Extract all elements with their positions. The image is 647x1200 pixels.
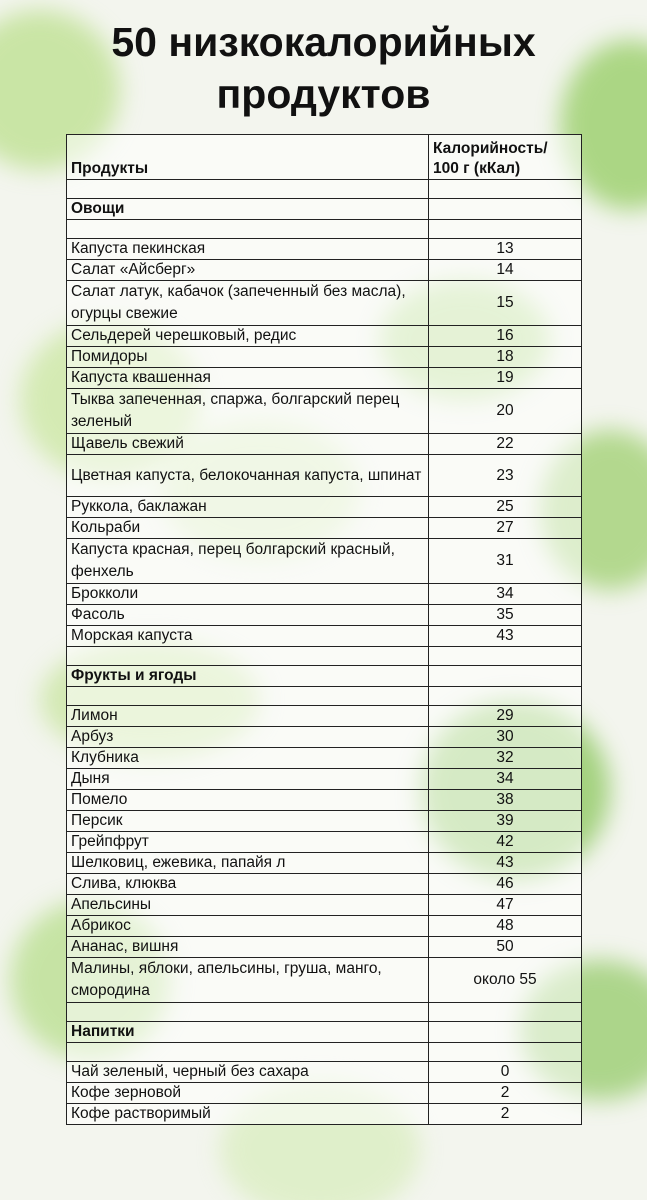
product-name: Помело bbox=[67, 790, 429, 811]
calorie-value: 42 bbox=[429, 832, 582, 853]
calorie-value: 20 bbox=[429, 389, 582, 434]
product-name: Кольраби bbox=[67, 518, 429, 539]
product-name: Шелковиц, ежевика, папайя л bbox=[67, 853, 429, 874]
section-header-row bbox=[67, 1022, 582, 1043]
calorie-value: 0 bbox=[429, 1062, 582, 1083]
calorie-value: 22 bbox=[429, 434, 582, 455]
calorie-value: 34 bbox=[429, 584, 582, 605]
calorie-value: 32 bbox=[429, 748, 582, 769]
blank-row bbox=[67, 180, 582, 199]
product-name: Щавель свежий bbox=[67, 434, 429, 455]
blank-cell bbox=[429, 647, 582, 666]
calorie-value: 27 bbox=[429, 518, 582, 539]
blank-cell bbox=[67, 647, 429, 666]
calorie-value: 25 bbox=[429, 497, 582, 518]
section-empty-cell bbox=[429, 666, 582, 687]
table-row bbox=[67, 626, 582, 647]
product-name: Фасоль bbox=[67, 605, 429, 626]
calorie-value: 15 bbox=[429, 281, 582, 326]
table-row bbox=[67, 497, 582, 518]
product-name: Ананас, вишня bbox=[67, 937, 429, 958]
table-row bbox=[67, 895, 582, 916]
product-name: Кофе растворимый bbox=[67, 1104, 429, 1125]
blank-cell bbox=[429, 220, 582, 239]
product-name: Капуста пекинская bbox=[67, 239, 429, 260]
table-row bbox=[67, 832, 582, 853]
blank-row bbox=[67, 1003, 582, 1022]
calorie-value: 43 bbox=[429, 853, 582, 874]
calorie-value: 16 bbox=[429, 326, 582, 347]
calorie-value: 2 bbox=[429, 1083, 582, 1104]
section-name: Фрукты и ягоды bbox=[67, 666, 429, 687]
product-name: Апельсины bbox=[67, 895, 429, 916]
product-name: Клубника bbox=[67, 748, 429, 769]
calorie-value: 48 bbox=[429, 916, 582, 937]
product-name: Сельдерей черешковый, редис bbox=[67, 326, 429, 347]
section-empty-cell bbox=[429, 199, 582, 220]
calorie-value: 35 bbox=[429, 605, 582, 626]
table-row bbox=[67, 748, 582, 769]
table-row bbox=[67, 1083, 582, 1104]
table-row bbox=[67, 368, 582, 389]
table-row bbox=[67, 326, 582, 347]
product-name: Грейпфрут bbox=[67, 832, 429, 853]
calorie-value: 39 bbox=[429, 811, 582, 832]
calorie-value: 13 bbox=[429, 239, 582, 260]
calorie-value: 23 bbox=[429, 455, 582, 497]
calorie-value: 18 bbox=[429, 347, 582, 368]
page-title: 50 низкокалорийных продуктов bbox=[111, 19, 536, 117]
calorie-value: 29 bbox=[429, 706, 582, 727]
table-row bbox=[67, 389, 582, 434]
blank-cell bbox=[67, 180, 429, 199]
calorie-value: около 55 bbox=[429, 958, 582, 1003]
header-products: Продукты bbox=[67, 135, 429, 180]
section-header-row bbox=[67, 666, 582, 687]
table-row bbox=[67, 605, 582, 626]
table-row bbox=[67, 853, 582, 874]
table-row bbox=[67, 937, 582, 958]
table-row bbox=[67, 706, 582, 727]
product-name: Салат латук, кабачок (запеченный без масла), огурцы свежие bbox=[67, 281, 429, 326]
calorie-table bbox=[66, 134, 582, 1125]
product-name: Руккола, баклажан bbox=[67, 497, 429, 518]
product-name: Капуста красная, перец болгарский красный, фенхель bbox=[67, 539, 429, 584]
table-row bbox=[67, 874, 582, 895]
blank-row bbox=[67, 647, 582, 666]
blank-cell bbox=[429, 1003, 582, 1022]
calorie-value: 38 bbox=[429, 790, 582, 811]
calorie-value: 30 bbox=[429, 727, 582, 748]
table-row bbox=[67, 1062, 582, 1083]
product-name: Тыква запеченная, спаржа, болгарский перец зеленый bbox=[67, 389, 429, 434]
table-row bbox=[67, 811, 582, 832]
blank-cell bbox=[67, 1043, 429, 1062]
calorie-value: 50 bbox=[429, 937, 582, 958]
product-name: Морская капуста bbox=[67, 626, 429, 647]
table-row bbox=[67, 539, 582, 584]
product-name: Капуста квашенная bbox=[67, 368, 429, 389]
table-row bbox=[67, 916, 582, 937]
product-name: Цветная капуста, белокочанная капуста, шпинат bbox=[67, 455, 429, 497]
blank-cell bbox=[67, 1003, 429, 1022]
product-name: Дыня bbox=[67, 769, 429, 790]
calorie-value: 19 bbox=[429, 368, 582, 389]
table-row bbox=[67, 347, 582, 368]
table-row bbox=[67, 455, 582, 497]
blank-row bbox=[67, 220, 582, 239]
product-name: Салат «Айсберг» bbox=[67, 260, 429, 281]
product-name: Помидоры bbox=[67, 347, 429, 368]
product-name: Слива, клюква bbox=[67, 874, 429, 895]
product-name: Абрикос bbox=[67, 916, 429, 937]
table-row bbox=[67, 434, 582, 455]
calorie-value: 43 bbox=[429, 626, 582, 647]
table-row bbox=[67, 727, 582, 748]
table-row bbox=[67, 584, 582, 605]
table-row bbox=[67, 1104, 582, 1125]
blank-cell bbox=[429, 180, 582, 199]
table-row bbox=[67, 239, 582, 260]
table-row bbox=[67, 281, 582, 326]
blank-cell bbox=[429, 1043, 582, 1062]
blank-row bbox=[67, 1043, 582, 1062]
calorie-value: 46 bbox=[429, 874, 582, 895]
product-name: Арбуз bbox=[67, 727, 429, 748]
section-header-row bbox=[67, 199, 582, 220]
product-name: Персик bbox=[67, 811, 429, 832]
calorie-value: 14 bbox=[429, 260, 582, 281]
product-name: Малины, яблоки, апельсины, груша, манго, смородина bbox=[67, 958, 429, 1003]
calorie-value: 34 bbox=[429, 769, 582, 790]
product-name: Брокколи bbox=[67, 584, 429, 605]
blank-row bbox=[67, 687, 582, 706]
section-name: Овощи bbox=[67, 199, 429, 220]
product-name: Лимон bbox=[67, 706, 429, 727]
table-row bbox=[67, 958, 582, 1003]
blank-cell bbox=[67, 687, 429, 706]
product-name: Чай зеленый, черный без сахара bbox=[67, 1062, 429, 1083]
calorie-value: 47 bbox=[429, 895, 582, 916]
table-row bbox=[67, 260, 582, 281]
section-empty-cell bbox=[429, 1022, 582, 1043]
calorie-value: 2 bbox=[429, 1104, 582, 1125]
table-row bbox=[67, 790, 582, 811]
table-row bbox=[67, 518, 582, 539]
section-name: Напитки bbox=[67, 1022, 429, 1043]
blank-cell bbox=[67, 220, 429, 239]
table-row bbox=[67, 769, 582, 790]
header-calories: Калорийность/ 100 г (кКал) bbox=[429, 135, 582, 180]
calorie-value: 31 bbox=[429, 539, 582, 584]
product-name: Кофе зерновой bbox=[67, 1083, 429, 1104]
blank-cell bbox=[429, 687, 582, 706]
